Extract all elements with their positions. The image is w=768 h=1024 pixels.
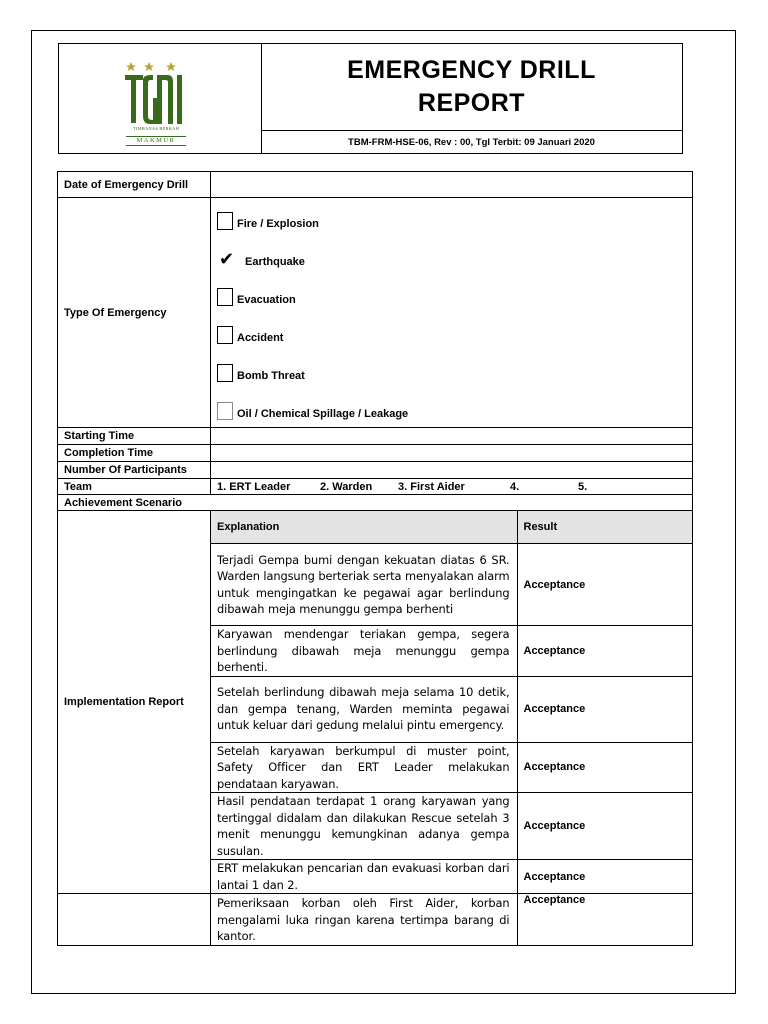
team-member: 2. Warden (320, 480, 373, 493)
participants-row (58, 462, 693, 479)
page-title: EMERGENCY DRILL REPORT (347, 56, 596, 117)
type-option-label: Accident (237, 332, 284, 344)
checkbox-icon[interactable] (217, 364, 233, 382)
result-value: Acceptance (517, 544, 692, 626)
result-value: Acceptance (523, 870, 586, 883)
explanation-text: Hasil pendataan terdapat 1 orang karyawan yang tertinggal didalam dan dilakukan Rescue setelah 3 menit menunggu kemungkinan adanya gempa susulan. (211, 793, 517, 860)
participants-value[interactable] (211, 462, 693, 479)
start-row (58, 428, 693, 445)
type-option-fire[interactable] (217, 206, 686, 236)
checkmark-icon[interactable]: ✔ (219, 248, 235, 270)
report-row (211, 894, 692, 945)
completion-label: Completion Time (58, 445, 211, 462)
result-value: Acceptance (517, 742, 692, 793)
result-value: Acceptance (517, 676, 692, 742)
explanation-header: Explanation (211, 511, 517, 544)
report-row (211, 544, 692, 626)
type-option-label: Bomb Threat (237, 370, 305, 382)
type-option-label: Oil / Chemical Spillage / Leakage (237, 408, 409, 420)
type-option-evacuation[interactable] (217, 282, 686, 312)
checkbox-icon[interactable] (217, 288, 233, 306)
type-option-label: Fire / Explosion (237, 218, 319, 230)
report-row (211, 860, 692, 894)
document-code: TBM-FRM-HSE-06, Rev : 00, Tgl Terbit: 09 Januari 2020 (348, 136, 595, 148)
explanation-text: Setelah berlindung dibawah meja selama 10 detik, dan gempa tenang, Warden meminta pegawai untuk keluar dari gedung melalui pintu emergency. (211, 676, 517, 742)
title-cell (261, 44, 682, 131)
report-row (211, 626, 692, 677)
result-value: Acceptance (517, 793, 692, 860)
logo-tagline: TIMBANAS BERKAH (132, 126, 180, 131)
participants-label: Number Of Participants (58, 462, 211, 479)
type-options (211, 198, 693, 428)
report-header-row (211, 511, 692, 544)
result-value: Acceptance (517, 626, 692, 677)
date-row (58, 172, 693, 198)
report-row (211, 742, 692, 793)
type-option-label: Earthquake (245, 256, 305, 268)
implementation-label: Implementation Report (58, 511, 211, 894)
team-row (58, 479, 693, 495)
implementation-report (211, 511, 693, 894)
type-option-bomb-threat[interactable] (217, 358, 686, 388)
result-value: Acceptance (523, 894, 586, 906)
scenario-row (58, 495, 693, 511)
date-value[interactable] (211, 172, 693, 198)
explanation-text: Pemeriksaan korban oleh First Aider, korban mengalami luka ringan karena tertimpa barang di kantor. (211, 894, 517, 945)
completion-row (58, 445, 693, 462)
team-member: 3. First Aider (398, 480, 465, 493)
checkbox-icon[interactable] (217, 402, 233, 420)
implementation-last-row (58, 894, 693, 946)
implementation-label-empty (58, 894, 211, 946)
type-label: Type Of Emergency (58, 198, 211, 428)
report-row (211, 793, 692, 860)
team-member: 4. (510, 480, 520, 493)
team-member: 1. ERT Leader (217, 480, 291, 493)
implementation-table (211, 511, 692, 893)
implementation-row (58, 511, 693, 894)
explanation-text: Terjadi Gempa bumi dengan kekuatan diatas 6 SR. Warden langsung berteriak serta menyalakan alarm untuk mengingatkan ke pegawai agar berlindung dibawah meja menunggu gempa berhenti (211, 544, 517, 626)
start-value[interactable] (211, 428, 693, 445)
type-option-oil-chemical[interactable] (217, 396, 686, 426)
team-member: 5. (578, 480, 588, 493)
start-label: Starting Time (58, 428, 211, 445)
scenario-label: Achievement Scenario (58, 495, 693, 511)
type-option-label: Evacuation (237, 294, 296, 306)
implementation-report-last (211, 894, 693, 946)
team-value (211, 479, 693, 495)
date-label: Date of Emergency Drill (58, 172, 211, 198)
report-table (57, 171, 693, 946)
type-option-earthquake[interactable] (217, 244, 686, 274)
implementation-table-last (211, 894, 692, 945)
report-row (211, 676, 692, 742)
explanation-text: ERT melakukan pencarian dan evakuasi korban dari lantai 1 dan 2. (211, 860, 517, 894)
logo-cell (59, 44, 262, 153)
explanation-text: Karyawan mendengar teriakan gempa, segera berlindung dibawah meja menunggu gempa berhenti. (211, 626, 517, 677)
report-header (58, 43, 683, 154)
type-option-accident[interactable] (217, 320, 686, 350)
explanation-text: Setelah karyawan berkumpul di muster point, Safety Officer dan ERT Leader melakukan pendataan karyawan. (211, 742, 517, 793)
result-header: Result (517, 511, 692, 544)
checkbox-icon[interactable] (217, 212, 233, 230)
team-label: Team (58, 479, 211, 495)
checkbox-icon[interactable] (217, 326, 233, 344)
logo-wordmark: MAKMUR (126, 136, 186, 146)
completion-value[interactable] (211, 445, 693, 462)
type-row (58, 198, 693, 428)
